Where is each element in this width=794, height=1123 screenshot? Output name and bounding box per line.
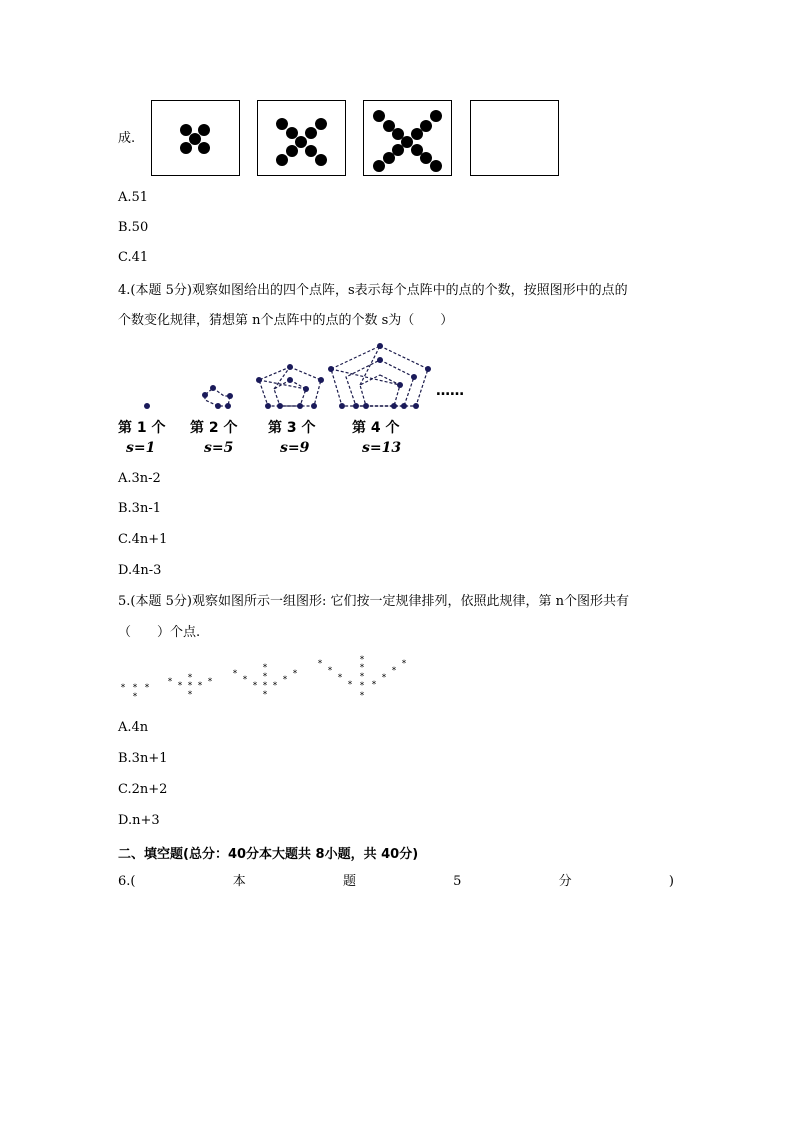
q4-figure-value-1: s=1 — [126, 440, 156, 456]
dot — [305, 145, 317, 157]
svg-text:*: * — [252, 681, 258, 691]
dot — [276, 118, 288, 130]
svg-text:*: * — [359, 672, 365, 682]
section2-heading: 二、填空题(总分：40分本大题共 8小题，共 40分) — [118, 847, 419, 862]
dot — [373, 160, 385, 172]
q5-star-dot-figure — [115, 652, 415, 704]
q6-part: 6.( — [118, 874, 136, 889]
svg-text:*: * — [187, 673, 193, 683]
svg-text:*: * — [167, 677, 173, 687]
q4-stem-line2: 个数变化规律，猜想第 n个点阵中的点的个数 s为（ ） — [118, 313, 454, 328]
dot — [315, 154, 327, 166]
q4-figure-label-3: 第 3 个 — [268, 420, 316, 436]
q5-option-a: A.4n — [118, 720, 149, 735]
q3-lead-text: 成. — [118, 131, 136, 146]
svg-text:*: * — [262, 663, 268, 673]
svg-text:*: * — [381, 673, 387, 683]
svg-text:*: * — [207, 677, 213, 687]
dot-pattern-box-2 — [257, 100, 346, 176]
dot — [286, 145, 298, 157]
svg-text:*: * — [292, 669, 298, 679]
q6-part: 5 — [453, 874, 462, 889]
svg-text:*: * — [327, 666, 333, 676]
svg-text:*: * — [262, 681, 268, 691]
q4-figure-label-2: 第 2 个 — [190, 420, 238, 436]
q5-stem-line2: （ ）个点. — [118, 625, 201, 640]
svg-text:*: * — [144, 683, 150, 693]
q4-stem-line1: 4.(本题 5分)观察如图给出的四个点阵，s表示每个点阵中的点的个数，按照图形中的点的 — [118, 283, 628, 298]
svg-text:*: * — [120, 683, 126, 693]
svg-text:*: * — [132, 692, 138, 702]
q4-pentagon-dot-figure — [110, 340, 490, 420]
svg-text:*: * — [317, 659, 323, 669]
dot — [198, 124, 210, 136]
svg-text:*: * — [177, 681, 183, 691]
dot-pattern-box-4-empty — [470, 100, 559, 176]
svg-text:*: * — [197, 681, 203, 691]
q6-part: 题 — [342, 874, 356, 889]
svg-text:*: * — [359, 691, 365, 701]
dot — [180, 142, 192, 154]
q5-option-d: D.n+3 — [118, 813, 160, 828]
q4-figure-value-4: s=13 — [362, 440, 402, 456]
q4-option-b: B.3n-1 — [118, 501, 161, 516]
q4-option-a: A.3n-2 — [118, 471, 161, 486]
dot — [430, 110, 442, 122]
dot — [295, 136, 307, 148]
svg-text:*: * — [359, 663, 365, 673]
svg-text:*: * — [359, 655, 365, 665]
dot — [411, 128, 423, 140]
q4-figure-label-4: 第 4 个 — [352, 420, 400, 436]
pentagon-inner-4b — [360, 375, 400, 406]
svg-text:*: * — [337, 673, 343, 683]
q5-option-c: C.2n+2 — [118, 782, 168, 797]
q3-option-c: C.41 — [118, 250, 149, 265]
dot — [276, 154, 288, 166]
svg-text:*: * — [132, 683, 138, 693]
q6-stem-line — [118, 874, 674, 890]
svg-text:*: * — [242, 675, 248, 685]
q4-figure-ellipsis: …… — [436, 383, 464, 399]
svg-text:*: * — [359, 681, 365, 691]
svg-text:*: * — [232, 669, 238, 679]
svg-text:*: * — [262, 672, 268, 682]
q4-figure-label-1: 第 1 个 — [118, 420, 166, 436]
q3-option-b: B.50 — [118, 220, 149, 235]
q5-option-b: B.3n+1 — [118, 751, 168, 766]
q6-part: ) — [668, 874, 674, 889]
svg-text:*: * — [272, 681, 278, 691]
q4-option-c: C.4n+1 — [118, 532, 168, 547]
dot — [198, 142, 210, 154]
svg-text:*: * — [347, 680, 353, 690]
svg-text:*: * — [282, 675, 288, 685]
dot-pattern-box-1 — [151, 100, 240, 176]
svg-text:*: * — [262, 690, 268, 700]
dot-pattern-box-3 — [363, 100, 452, 176]
q6-part: 本 — [232, 874, 246, 889]
q5-stem-line1: 5.(本题 5分)观察如图所示一组图形: 它们按一定规律排列，依照此规律，第 n个图形共有 — [118, 594, 629, 609]
svg-text:*: * — [391, 666, 397, 676]
dot — [383, 152, 395, 164]
q4-figure-value-3: s=9 — [280, 440, 310, 456]
svg-text:*: * — [187, 681, 193, 691]
q6-part: 分 — [558, 874, 572, 889]
q4-option-d: D.4n-3 — [118, 563, 162, 578]
dot — [373, 110, 385, 122]
q4-figure-value-2: s=5 — [204, 440, 234, 456]
svg-text:*: * — [371, 680, 377, 690]
dot — [305, 127, 317, 139]
dot — [430, 160, 442, 172]
dot — [315, 118, 327, 130]
svg-text:*: * — [401, 659, 407, 669]
svg-text:*: * — [187, 690, 193, 700]
q3-option-a: A.51 — [118, 190, 149, 205]
pentagon-inner-4a — [346, 360, 414, 406]
